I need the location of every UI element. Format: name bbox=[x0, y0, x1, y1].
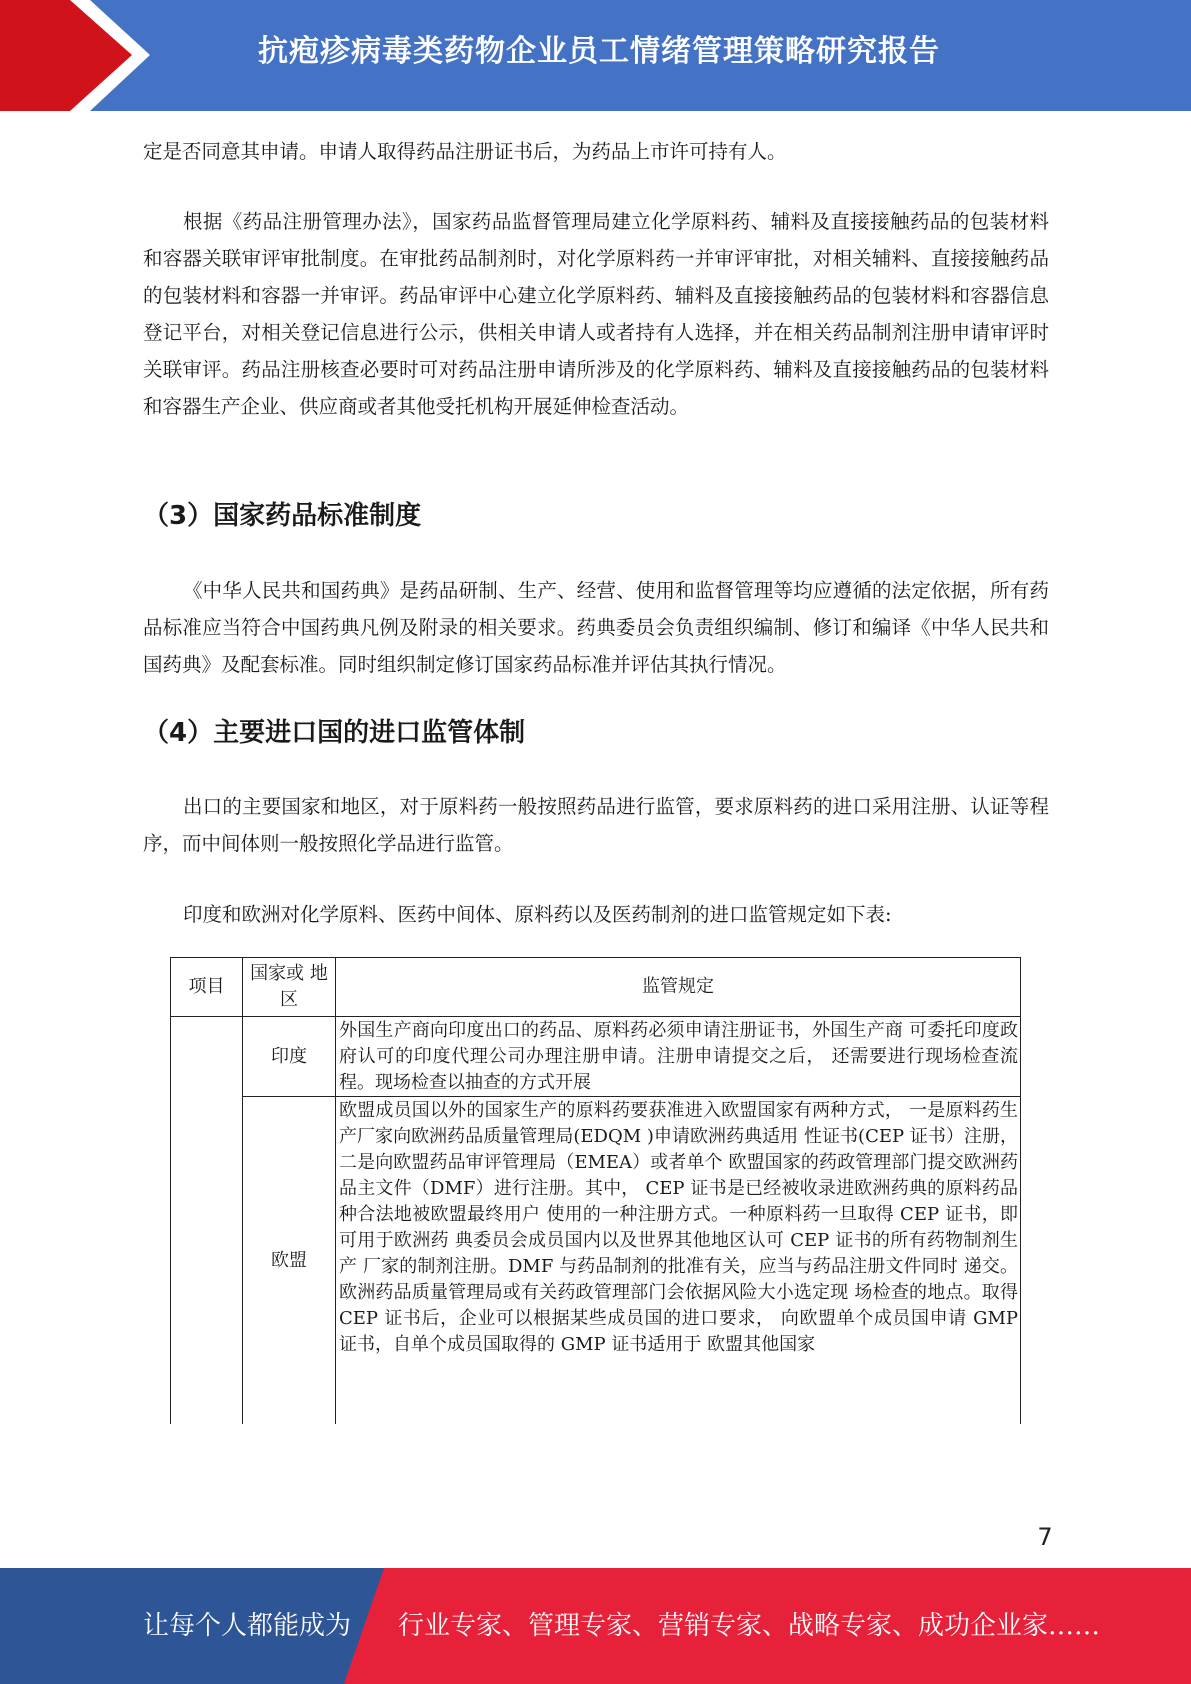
paragraph-registration-review: 根据《药品注册管理办法》，国家药品监督管理局建立化学原料药、辅料及直接接触药品的包装材料和容器关联审评审批制度。在审批药品制剂时，对化学原料药一并审评审批，对相关辅料、直接接触药品的包装材料和容器一并审评。药品审评中心建立化学原料药、辅料及直接接触药品的包装材料和容器信息登记平台，对相关登记信息进行公示，供相关申请人或者持有人选择，并在相关药品制剂注册申请审评时关联审评。药品注册核查必要时可对药品注册申请所涉及的化学原料药、辅料及直接接触药品的包装材料和容器生产企业、供应商或者其他受托机构开展延伸检查活动。 bbox=[143, 210, 1049, 418]
footer-slogan-left: 让每个人都能成为 bbox=[143, 1611, 352, 1641]
report-title: 抗疱疹病毒类药物企业员工情绪管理策略研究报告 bbox=[258, 34, 940, 69]
table-header-item: 项目 bbox=[171, 958, 243, 1017]
import-regulation-table bbox=[170, 957, 1021, 1424]
page-header bbox=[0, 0, 1191, 111]
section-heading-import-regulation: （4）主要进口国的进口监管体制 bbox=[143, 718, 526, 748]
table-row bbox=[171, 1017, 1021, 1097]
table-cell-rule-eu: 欧盟成员国以外的国家生产的原料药要获准进入欧盟国家有两种方式， 一是原料药生产厂家向欧洲药品质量管理局(EDQM )申请欧洲药典适用 性证书(CEP 证书）注册，二是向欧盟药品审评管理局（EMEA）或者单个 欧盟国家的药政管理部门提交欧洲药品主文件（DMF）进行注册。其中， CEP 证书是已经被收录进欧洲药典的原料药品种合法地被欧盟最终用户 使用的一种注册方式。一种原料药一旦取得 CEP 证书，即可用于欧洲药 典委员会成员国内以及世界其他地区认可 CEP 证书的所有药物制剂生产 厂家的制剂注册。DMF 与药品制剂的批准有关，应当与药品注册文件同时 递交。欧洲药品质量管理局或有关药政管理部门会依据风险大小选定现 场检查的地点。取得 CEP 证书后，企业可以根据某些成员国的进口要求， 向欧盟单个成员国申请 GMP 证书，自单个成员国取得的 GMP 证书适用于 欧盟其他国家 bbox=[336, 1097, 1021, 1425]
table-header-region: 国家或 地区 bbox=[243, 958, 336, 1017]
table-cell-region-india: 印度 bbox=[243, 1017, 336, 1097]
table-cell-rule-india: 外国生产商向印度出口的药品、原料药必须申请注册证书，外国生产商 可委托印度政府认可的印度代理公司办理注册申请。注册申请提交之后， 还需要进行现场检查流程。现场检查以抽查的方式开展 bbox=[336, 1017, 1021, 1097]
footer-slogan-right: 行业专家、管理专家、营销专家、战略专家、成功企业家…… bbox=[398, 1611, 1101, 1641]
table-cell-region-eu: 欧盟 bbox=[243, 1097, 336, 1425]
paragraph-continuation: 定是否同意其申请。申请人取得药品注册证书后，为药品上市许可持有人。 bbox=[143, 140, 787, 163]
section-heading-national-standards: （3）国家药品标准制度 bbox=[143, 501, 422, 531]
table-header-rule: 监管规定 bbox=[336, 958, 1021, 1017]
table-cell-item bbox=[171, 1017, 243, 1425]
paragraph-pharmacopoeia: 《中华人民共和国药典》是药品研制、生产、经营、使用和监督管理等均应遵循的法定依据，所有药品标准应当符合中国药典凡例及附录的相关要求。药典委员会负责组织编制、修订和编译《中华人民共和国药典》及配套标准。同时组织制定修订国家药品标准并评估其执行情况。 bbox=[143, 579, 1049, 676]
page-footer bbox=[0, 1568, 1191, 1684]
table-row bbox=[171, 1097, 1021, 1425]
paragraph-table-intro: 印度和欧洲对化学原料、医药中间体、原料药以及医药制剂的进口监管规定如下表: bbox=[183, 903, 892, 926]
table-header-row bbox=[171, 958, 1021, 1017]
page-number: 7 bbox=[1037, 1523, 1053, 1551]
paragraph-import-overview: 出口的主要国家和地区，对于原料药一般按照药品进行监管，要求原料药的进口采用注册、认证等程序，而中间体则一般按照化学品进行监管。 bbox=[143, 795, 1049, 855]
